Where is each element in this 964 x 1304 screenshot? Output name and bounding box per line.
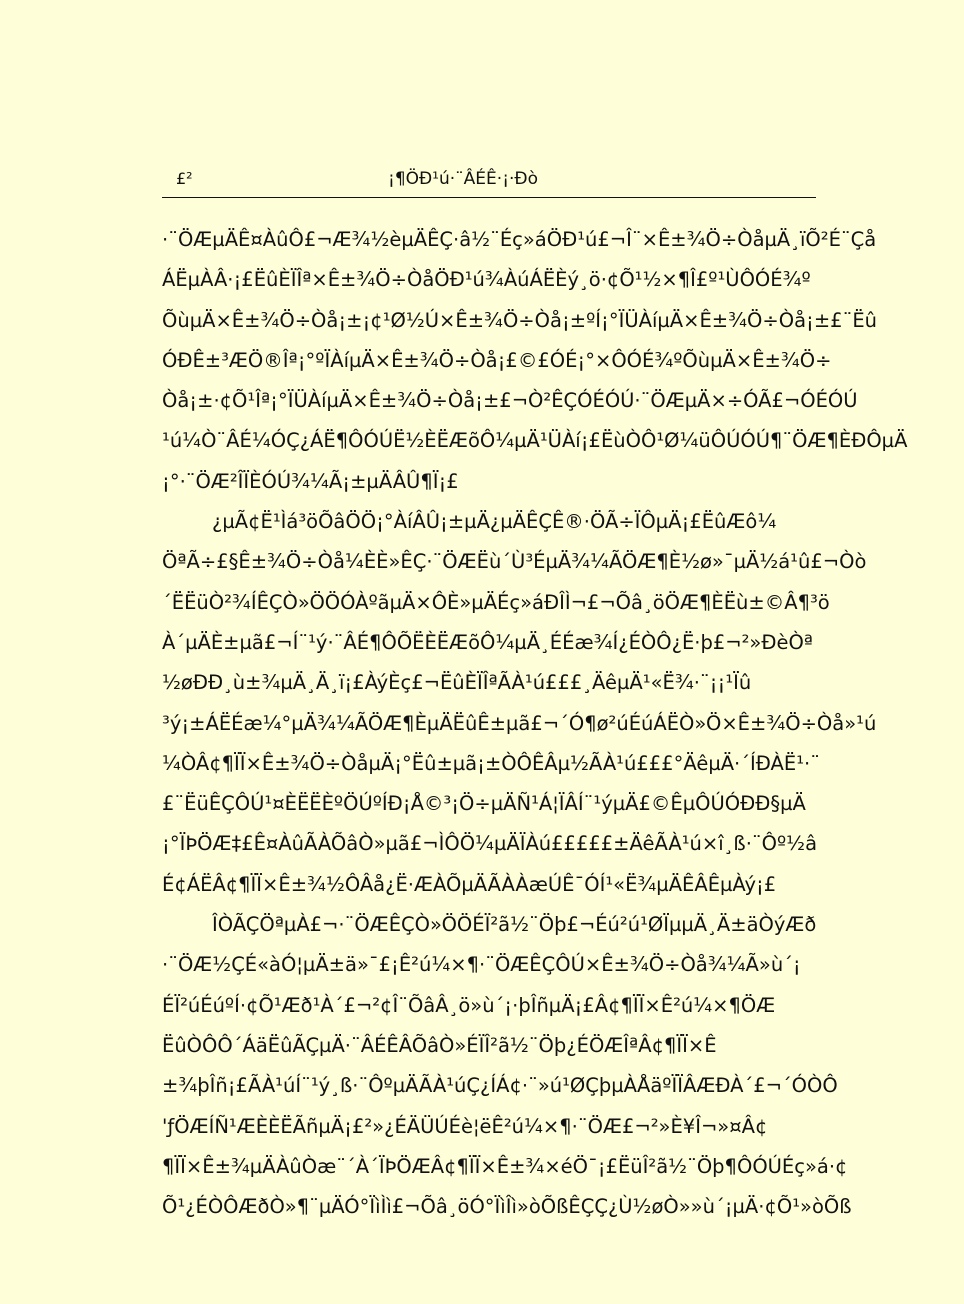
header-title: ¡¶ÖÐ¹ú·¨ÂÉÊ·¡·Ðò [388, 169, 538, 189]
text-line: £¨ËüÊÇÔÚ¹¤ÈËËÈºÖÚºÍÐ¡Å©³¡Ö÷µÄÑ¹Á¦ÏÂÍ¨¹ýµÄ£©ÊµÔÚÓÐÐ§µÄ [162, 792, 806, 816]
text-line: ÎÒÃÇÖªµÀ£¬·¨ÖÆÊÇÒ»ÖÖÉÏ²ã½¨Öþ£¬Éú²ú¹ØÏµµÄ¸Ä±äÒýÆð [212, 913, 817, 937]
text-line: ÉÏ²úÉúºÍ·¢Õ¹Æð¹À´£¬²¢Î¨ÕâÂ¸ö»ù´¡·þÎñµÄ¡£Â¢¶ÏÏ×Ê²ú¼×¶ÖÆ [162, 993, 776, 1017]
text-line: ±¾þÎñ¡£ÃÀ¹úÍ¨¹ý¸ß·¨ÔºµÄÃÀ¹úÇ¿ÍÁ¢·¨»ú¹ØÇþµÀÅäºÏÏÂÆÐÀ´£¬´ÓÒÔ [162, 1074, 838, 1098]
paragraph [162, 220, 908, 502]
text-line: ´ËËüÒ²¾ÍÊÇÒ»ÖÖÓÀºãµÄ×ÔÈ»µÄÉç»áÐÎÌ¬£¬Õâ¸öÖÆ¶ÈËù±©Â¶³ö [162, 590, 830, 614]
body-text [162, 220, 908, 1227]
text-line: ¼ÒÂ¢¶ÏÏ×Ê±¾Ö÷ÒåµÄ¡°Ëû±µã¡±ÒÔÊÂµ½ÃÀ¹ú£££°ÄêµÄ·´ÍÐÀË¹·¨ [162, 751, 820, 775]
text-line: ÓÐÊ±³ÆÖ®Îª¡°ºÏÀíµÄ×Ê±¾Ö÷Òå¡£©£ÓÉ¡°×ÔÓÉ¾ºÕùµÄ×Ê±¾Ö÷ [162, 348, 832, 372]
running-header [162, 163, 816, 198]
text-line: ¹ú¼Ò¨ÂÉ¼ÓÇ¿ÁË¶ÔÓÚË½ÈËÆõÔ¼µÄ¹ÜÀí¡£ËùÒÔ¹Ø¼üÔÚÓÚ¶¨ÖÆ¶ÈÐÔµÄ [162, 429, 908, 453]
text-line: ÕùµÄ×Ê±¾Ö÷Òå¡±¡¢¹Ø½Ú×Ê±¾Ö÷Òå¡±ºÍ¡°ÏÜÀíµÄ×Ê±¾Ö÷Òå¡±£¨Ëû [162, 308, 878, 332]
text-line: Òå¡±·¢Õ¹Îª¡°ÏÜÀíµÄ×Ê±¾Ö÷Òå¡±£¬Ò²ÊÇÓÉÓÚ·¨ÖÆµÄ×÷ÓÃ£¬ÓÉÓÚ [162, 389, 858, 413]
text-line: ·¨ÖÆµÄÊ¤ÀûÔ£¬Æ¾½èµÄÊÇ·â½¨Éç»áÖÐ¹ú£¬Î¨×Ê±¾Ö÷ÒåµÄ¸ïÕ²É¨Çå [162, 228, 877, 251]
text-line: ¶ÏÏ×Ê±¾µÄÀûÒæ¨´À´ÏÞÖÆÂ¢¶ÏÏ×Ê±¾×éÖ¯¡£ËüÎ²ã½¨Öþ¶ÔÓÚÉç»á·¢ [162, 1154, 848, 1178]
text-line: ÖªÃ÷£§Ê±¾Ö÷Òå¼ÈÈ»ÊÇ·¨ÖÆËù´Ù³ÉµÄ¾¼ÃÖÆ¶È½ø»¯µÄ½á¹û£¬Òò [162, 550, 867, 574]
text-line: ¡°·¨ÖÆ²ÎÏÈÓÚ¾¼Ã¡±µÄÂÛ¶Ï¡£ [162, 469, 459, 493]
paragraph [162, 905, 852, 1227]
text-line: ¡°ÏÞÖÆ‡£Ê¤ÀûÃÀÕâÒ»µã£¬ÌÔÖ¼µÄÏÀú£££££±ÄêÃÀ¹ú×î¸ß·¨Ôº½â [162, 832, 818, 856]
text-line: É¢ÁËÂ¢¶ÏÏ×Ê±¾½ÔÂå¿Ë·ÆÀÕµÄÃÀÀæÚÊ¯ÓÍ¹«Ë¾µÄÊÂÊµÀý¡£ [162, 872, 777, 896]
text-line: ½øÐÐ¸ù±¾µÄ¸Ä¸ï¡£ÀýÈç£¬ËûÈÏÎªÃÀ¹ú£££¸ÄêµÄ¹«Ë¾·¨¡¡¹Ïû [162, 671, 752, 695]
page-number: £² [176, 169, 193, 188]
text-line: À´µÄÈ±µã£¬Í¨¹ý·¨ÂÉ¶ÔÕËÈËÆõÔ¼µÄ¸ÉÉæ¾Í¿ÉÒÔ¿Ë·þ£¬²»ÐèÒª [162, 630, 813, 654]
text-line: ·¨ÖÆ½ÇÉ«àÓ¦µÄ±ä»¯£¡Ê²ú¼×¶·¨ÖÆÊÇÔÚ×Ê±¾Ö÷Òå¾¼Ã»ù´¡ [162, 953, 801, 977]
text-line: 'ƒÖÆÍÑ¹ÆÈÈËÃñµÄ¡£²»¿ÉÄÜÚÉè¦ëÊ²ú¼×¶·¨ÖÆ£¬²»È¥Î¬»¤Â¢ [162, 1114, 768, 1138]
paragraph [162, 502, 877, 905]
text-line: ÁËµÀÂ·¡£ËûÈÏÎª×Ê±¾Ö÷ÒåÖÐ¹ú¾ÀúÁËÈý¸ö·¢Õ¹½×¶Î£º¹ÙÔÓÉ¾º [162, 268, 811, 292]
text-line: ËûÒÔÔ´ÁäËûÃÇµÄ·¨ÂÉÊÂÕâÒ»ÉÏÎ²ã½¨Öþ¿ÉÖÆÎªÂ¢¶ÏÏ×Ê [162, 1033, 717, 1057]
text-line: Õ¹¿ÉÒÔÆðÒ»¶¨µÄÓ°ÏìÌì£¬Õâ¸öÓ°ÏìÎì»òÕßÊÇÇ¿Ù½øÒ»»ù´¡µÄ·¢Õ¹»òÕß [162, 1195, 852, 1219]
text-line: ¿µÃ¢Ë¹Ìá³öÕâÖÖ¡°ÀíÂÛ¡±µÄ¿µÄÊÇÊ®·ÖÃ÷ÏÔµÄ¡£ËûÆô¼ [212, 510, 777, 534]
text-line: ³ý¡±ÁËÉæ¼°µÄ¾¼ÃÖÆ¶ÈµÄËûÊ±µã£¬´Ó¶ø²úÉúÁËÒ»Ö×Ê±¾Ö÷Òå»¹ú [162, 711, 877, 735]
